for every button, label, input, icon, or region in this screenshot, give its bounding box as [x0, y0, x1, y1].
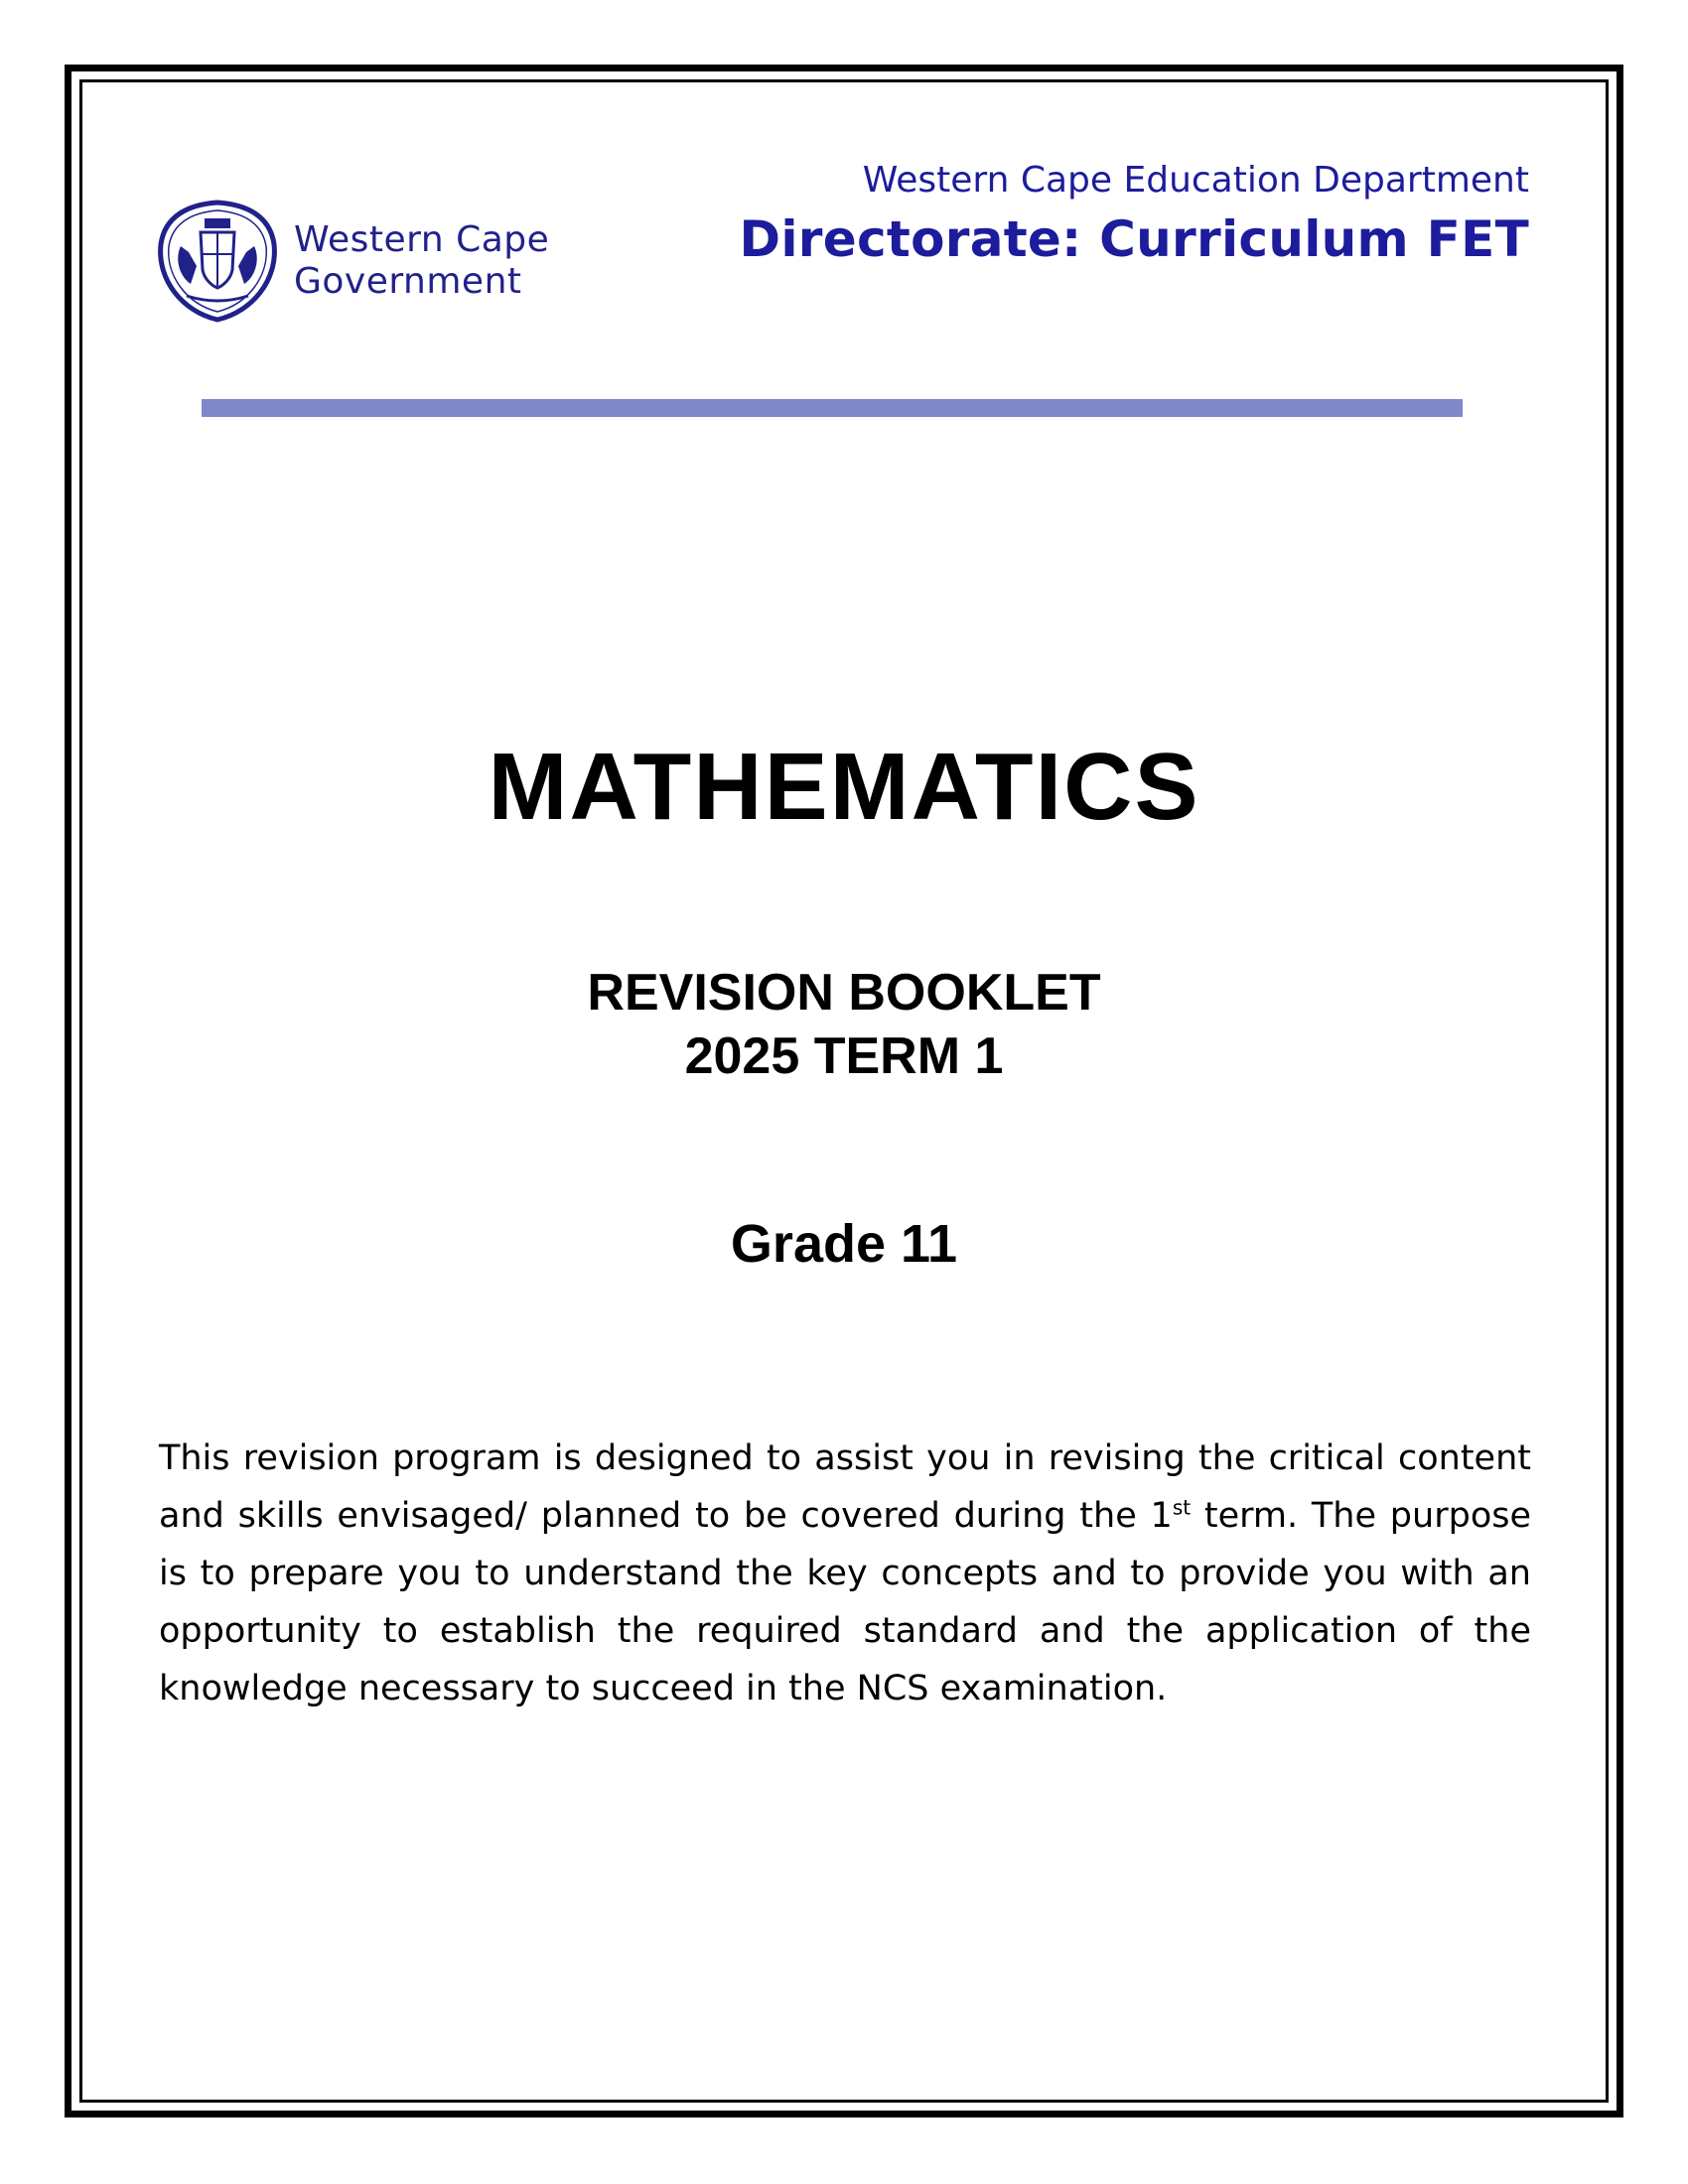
subtitle-line2: 2025 TERM 1: [684, 1027, 1004, 1085]
logo-text-line2: Government: [294, 261, 522, 302]
intro-superscript: st: [1172, 1495, 1192, 1520]
directorate-name: Directorate: Curriculum FET: [739, 210, 1529, 268]
page-title: MATHEMATICS: [488, 734, 1200, 840]
department-header: [740, 159, 1529, 270]
page-border-inner: [79, 79, 1609, 2103]
coat-of-arms-icon: [153, 197, 282, 326]
department-name: Western Cape Education Department: [862, 160, 1529, 201]
subtitle-line1: REVISION BOOKLET: [587, 964, 1101, 1022]
intro-text-part1: This revision program is designed to assist you in revising the critical content and skills envisaged/ planned to be covered during the 1: [159, 1438, 1531, 1536]
logo-text-line1: Western Cape: [294, 219, 550, 260]
intro-text-part2: term. The purpose is to prepare you to understand the key concepts and to provide you with an opportunity to establish the required standard and the application of the knowledge necessary to succeed in the NCS examination.: [159, 1496, 1531, 1708]
grade-label: Grade 11: [730, 1214, 958, 1274]
logo-text: [294, 219, 549, 303]
header-divider: [202, 399, 1463, 417]
intro-paragraph: [159, 1430, 1531, 1717]
government-logo: [153, 197, 549, 326]
booklet-subtitle: [0, 961, 1688, 1088]
